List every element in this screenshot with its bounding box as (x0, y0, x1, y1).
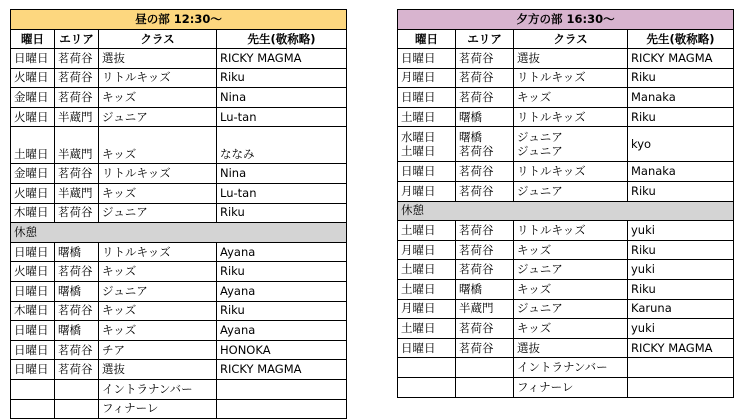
col-header-class: クラス (514, 30, 628, 49)
class-cell: チア (99, 340, 217, 360)
table-row (11, 262, 347, 282)
area-cell: 茗荷谷 (55, 360, 99, 380)
table-row (11, 164, 347, 184)
class-cell: リトルキッズ (99, 164, 217, 184)
teacher-cell: Karuna (628, 299, 734, 319)
table-row (11, 360, 347, 380)
teacher-cell: Lu-tan (217, 183, 347, 203)
day-cell: 月曜日 (398, 68, 456, 88)
teacher-cell: RICKY MAGMA (217, 360, 347, 380)
teacher-cell (628, 358, 734, 378)
area-cell: 茗荷谷 (456, 181, 514, 201)
day-cell: 日曜日 (398, 49, 456, 69)
table-row (398, 107, 734, 127)
col-header-area: エリア (456, 30, 514, 49)
day-cell: 火曜日 (11, 68, 55, 88)
teacher-cell: Ayana (217, 281, 347, 301)
table-row (11, 242, 347, 262)
class-cell: キッズ (99, 262, 217, 282)
area-cell: 茗荷谷 (456, 260, 514, 280)
evening-table-body (398, 10, 734, 398)
teacher-cell: Riku (628, 279, 734, 299)
day-cell: 木曜日 (11, 203, 55, 223)
area-cell: 茗荷谷 (456, 88, 514, 108)
table-row (398, 49, 734, 69)
col-header-teacher: 先生(敬称略) (628, 30, 734, 49)
area-cell: 茗荷谷 (55, 88, 99, 108)
area-cell: 茗荷谷 (55, 340, 99, 360)
day-cell-line-2: 土曜日 (401, 144, 436, 159)
area-cell: 曙橋 (456, 279, 514, 299)
day-cell: 金曜日 (11, 88, 55, 108)
day-cell (398, 358, 456, 378)
class-cell: リトルキッズ (99, 242, 217, 262)
table-row (398, 338, 734, 358)
col-header-class: クラス (99, 30, 217, 49)
class-cell: ジュニア (99, 281, 217, 301)
evening-schedule-table (397, 9, 734, 398)
teacher-cell: Riku (217, 301, 347, 321)
teacher-cell (628, 377, 734, 397)
area-cell (55, 379, 99, 399)
class-cell: キッズ (514, 240, 628, 260)
teacher-cell: Riku (628, 68, 734, 88)
area-cell: 曙橋 (55, 281, 99, 301)
teacher-cell: ななみ (217, 127, 347, 164)
day-cell-line-1: 水曜日 (401, 130, 436, 145)
table-row (398, 240, 734, 260)
class-cell: キッズ (514, 279, 628, 299)
table-row (11, 49, 347, 69)
day-cell: 土曜日 (398, 319, 456, 339)
table-row (11, 301, 347, 321)
class-cell: ジュニア (514, 181, 628, 201)
break-label: 休憩 (11, 223, 347, 243)
class-cell: ジュニア (514, 260, 628, 280)
area-cell: 半蔵門 (55, 183, 99, 203)
teacher-cell: HONOKA (217, 340, 347, 360)
day-cell: 日曜日 (11, 360, 55, 380)
day-cell: 月曜日 (398, 240, 456, 260)
teacher-cell: RICKY MAGMA (628, 49, 734, 69)
table-row (398, 68, 734, 88)
class-cell: キッズ (99, 88, 217, 108)
table-row (398, 162, 734, 182)
area-cell: 茗荷谷 (55, 164, 99, 184)
area-cell: 茗荷谷 (55, 203, 99, 223)
table-row (398, 299, 734, 319)
table-row (398, 260, 734, 280)
break-row (11, 223, 347, 243)
day-cell: 土曜日 (11, 127, 55, 164)
area-cell: 半蔵門 (55, 127, 99, 164)
class-cell: 選抜 (99, 360, 217, 380)
table-row (11, 340, 347, 360)
day-cell: 金曜日 (11, 164, 55, 184)
class-cell: フィナーレ (514, 377, 628, 397)
col-header-day: 曜日 (398, 30, 456, 49)
teacher-cell: Riku (628, 240, 734, 260)
teacher-cell: Manaka (628, 88, 734, 108)
class-cell: リトルキッズ (514, 68, 628, 88)
class-cell: キッズ (99, 183, 217, 203)
day-cell: 日曜日 (398, 88, 456, 108)
area-cell: 茗荷谷 (55, 262, 99, 282)
lunch-title: 昼の部 12:30〜 (11, 10, 347, 30)
area-cell (456, 358, 514, 378)
table-row (11, 281, 347, 301)
class-cell: リトルキッズ (99, 68, 217, 88)
table-row (11, 68, 347, 88)
class-cell: 選抜 (514, 338, 628, 358)
area-cell: 茗荷谷 (456, 221, 514, 241)
day-cell: 土曜日 (398, 107, 456, 127)
day-cell: 日曜日 (11, 49, 55, 69)
teacher-cell: Lu-tan (217, 107, 347, 127)
class-cell: リトルキッズ (514, 221, 628, 241)
teacher-cell: yuki (628, 319, 734, 339)
class-cell: キッズ (99, 301, 217, 321)
teacher-cell: Ayana (217, 242, 347, 262)
class-cell: フィナーレ (99, 399, 217, 419)
day-cell (398, 377, 456, 397)
teacher-cell: Riku (628, 181, 734, 201)
class-cell-line-1: ジュニア (517, 130, 563, 145)
teacher-cell: RICKY MAGMA (217, 49, 347, 69)
class-cell: キッズ (99, 321, 217, 341)
day-cell: 火曜日 (11, 107, 55, 127)
class-cell: キッズ (514, 319, 628, 339)
lunch-schedule-table (10, 9, 347, 419)
area-cell: 曙橋 (456, 107, 514, 127)
break-label: 休憩 (398, 201, 734, 221)
teacher-cell: Manaka (628, 162, 734, 182)
table-row (398, 377, 734, 397)
teacher-cell: Riku (217, 262, 347, 282)
area-cell: 茗荷谷 (55, 68, 99, 88)
day-cell: 木曜日 (11, 301, 55, 321)
table-row (11, 203, 347, 223)
area-cell: 茗荷谷 (456, 68, 514, 88)
class-cell: イントラナンバー (514, 358, 628, 378)
col-header-day: 曜日 (11, 30, 55, 49)
lunch-table-body (11, 10, 347, 419)
area-cell: 茗荷谷 (456, 49, 514, 69)
class-cell (514, 127, 628, 162)
day-cell: 火曜日 (11, 183, 55, 203)
area-cell (456, 127, 514, 162)
table-row (11, 183, 347, 203)
day-cell: 土曜日 (398, 279, 456, 299)
day-cell: 土曜日 (398, 221, 456, 241)
area-cell: 曙橋 (55, 242, 99, 262)
class-cell: キッズ (99, 127, 217, 164)
table-row (11, 107, 347, 127)
day-cell: 火曜日 (11, 262, 55, 282)
table-row (398, 319, 734, 339)
area-cell-line-1: 曙橋 (459, 130, 482, 145)
col-header-teacher: 先生(敬称略) (217, 30, 347, 49)
area-cell-line-2: 茗荷谷 (459, 144, 494, 159)
day-cell: 日曜日 (11, 242, 55, 262)
class-cell: キッズ (514, 88, 628, 108)
class-cell-line-2: ジュニア (517, 144, 563, 159)
day-cell: 日曜日 (11, 321, 55, 341)
class-cell: イントラナンバー (99, 379, 217, 399)
area-cell: 茗荷谷 (456, 162, 514, 182)
teacher-cell: RICKY MAGMA (628, 338, 734, 358)
teacher-cell: Riku (628, 107, 734, 127)
area-cell: 茗荷谷 (55, 49, 99, 69)
teacher-cell: yuki (628, 260, 734, 280)
day-cell: 日曜日 (398, 338, 456, 358)
area-cell: 半蔵門 (456, 299, 514, 319)
day-cell (398, 127, 456, 162)
class-cell: リトルキッズ (514, 107, 628, 127)
area-cell (456, 377, 514, 397)
table-row (398, 88, 734, 108)
area-cell: 茗荷谷 (456, 319, 514, 339)
day-cell: 土曜日 (398, 260, 456, 280)
day-cell (11, 379, 55, 399)
area-cell: 半蔵門 (55, 107, 99, 127)
table-row (398, 279, 734, 299)
table-row (398, 127, 734, 162)
table-row (11, 127, 347, 164)
class-cell: ジュニア (99, 203, 217, 223)
class-cell: リトルキッズ (514, 162, 628, 182)
break-row (398, 201, 734, 221)
table-row (11, 379, 347, 399)
area-cell: 茗荷谷 (55, 301, 99, 321)
table-row (398, 181, 734, 201)
day-cell: 月曜日 (398, 181, 456, 201)
teacher-cell: Nina (217, 88, 347, 108)
area-cell: 茗荷谷 (456, 240, 514, 260)
day-cell: 日曜日 (398, 162, 456, 182)
class-cell: ジュニア (514, 299, 628, 319)
day-cell: 日曜日 (11, 340, 55, 360)
teacher-cell: Nina (217, 164, 347, 184)
teacher-cell: Riku (217, 68, 347, 88)
table-row (398, 221, 734, 241)
teacher-cell: yuki (628, 221, 734, 241)
area-cell: 茗荷谷 (456, 338, 514, 358)
teacher-cell: Ayana (217, 321, 347, 341)
col-header-area: エリア (55, 30, 99, 49)
table-row (11, 88, 347, 108)
teacher-cell: kyo (628, 127, 734, 162)
class-cell: ジュニア (99, 107, 217, 127)
evening-title: 夕方の部 16:30〜 (398, 10, 734, 30)
day-cell: 月曜日 (398, 299, 456, 319)
teacher-cell: Riku (217, 203, 347, 223)
teacher-cell (217, 379, 347, 399)
class-cell: 選抜 (99, 49, 217, 69)
class-cell: 選抜 (514, 49, 628, 69)
day-cell: 日曜日 (11, 281, 55, 301)
area-cell: 曙橋 (55, 321, 99, 341)
table-row (398, 358, 734, 378)
table-row (11, 321, 347, 341)
